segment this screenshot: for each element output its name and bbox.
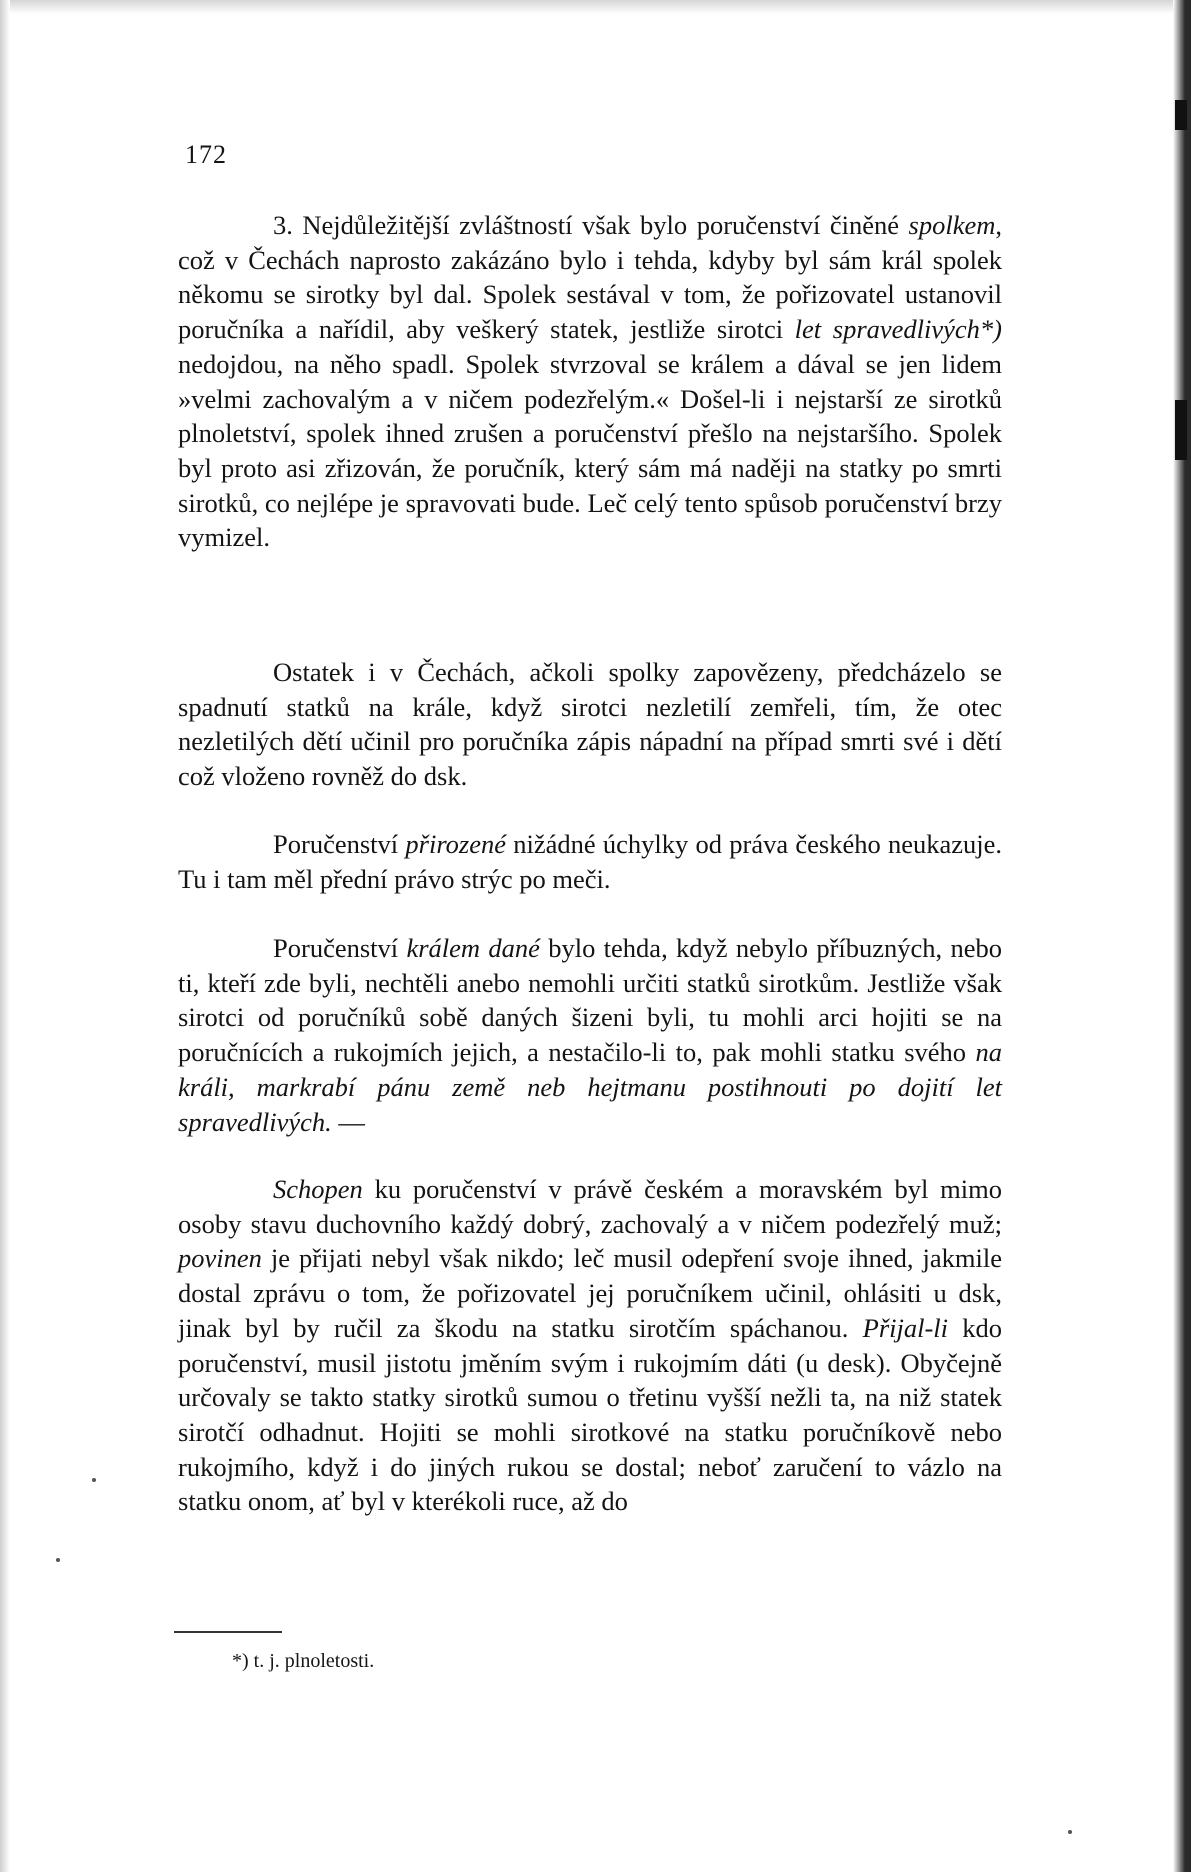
- paragraph: [178, 827, 1002, 896]
- italic-text: povinen: [178, 1243, 262, 1274]
- text-run: Poručenství: [273, 829, 406, 859]
- italic-text: Schopen: [273, 1174, 363, 1204]
- text-run: 3. Nejdůležitější zvláštností však bylo poručenství činěné: [273, 210, 909, 240]
- scan-mark: [1175, 400, 1187, 460]
- paragraph: [178, 208, 1002, 555]
- footnote: *) t. j. plnoletosti.: [232, 1650, 375, 1672]
- italic-text: králem dané: [406, 933, 540, 963]
- text-run: ku poručenství v právě českém a moravském byl mimo osoby stavu duchovního každý dobrý, zachovalý a v ničem podezřelý muž;: [178, 1174, 1002, 1239]
- paragraph: [178, 931, 1002, 1139]
- page-left-edge: [0, 0, 10, 1872]
- text-run: Ostatek i v Čechách, ačkoli spolky zapovězeny, předcházelo se spadnutí statků na krále, když sirotci nezletilí zemřeli, tím, že otec nezletilých dětí učinil pro poručníka zápis nápadní na případ smrti své i dětí což vloženo rovněž do dsk.: [178, 657, 1002, 792]
- page-top-edge: [0, 0, 1191, 14]
- scan-mark: [1175, 100, 1187, 130]
- text-run: bylo tehda, když nebylo příbuzných, nebo ti, kteří zde byli, nechtěli anebo nemohli určiti statků sirotkům. Jestliže však sirotci od poručníků sobě daných šizeni byli, tu mohli arci hojiti se na poručnících a rukojmích jejich, a nestačilo-li to, pak mohli statku svého: [178, 933, 1003, 1068]
- scan-speck: [56, 1558, 60, 1562]
- text-run: kdo poručenství, musil jistotu jměním svým i rukojmím dáti (u desk). Obyčejně určovaly se takto statky sirotků sumou o třetinu vyšší nežli ta, na niž statek sirotčí odhadnut. Hojiti se mohli sirotkové na statku poručníkově nebo rukojmího, když i do jiných rukou se dostal; neboť zaručení to vázlo na statku onom, ať byl v kterékoli ruce, až do: [178, 1312, 1003, 1517]
- italic-text: na králi, markrabí pánu země neb hejtmanu postihnouti po dojití let spravedlivých.: [178, 1037, 1002, 1137]
- italic-text: spolkem: [908, 210, 996, 240]
- scan-speck: [1068, 1830, 1072, 1834]
- page-right-edge: [1173, 0, 1191, 1872]
- paragraph: [178, 655, 1002, 794]
- text-run: —: [331, 1106, 365, 1137]
- italic-text: let spravedlivých*): [794, 314, 1002, 345]
- text-run: nižádné úchylky od práva českého neukazuje. Tu i tam měl přední právo strýc po meči.: [178, 829, 1003, 894]
- text-run: je přijati nebyl však nikdo; leč musil odepření svoje ihned, jakmile dostal zprávu o tom, že pořizovatel jej poručníkem učinil, ohlásiti u dsk, jinak byl by ručil za škodu na statku sirotčím spáchanou.: [178, 1243, 1002, 1343]
- text-run: nedojdou, na něho spadl. Spolek stvrzoval se králem a dával se jen lidem »velmi zachovalým a v ničem podezřelým.« Došel-li i nejstarší ze sirotků plnoletství, spolek ihned zrušen a poručenství přešlo na nejstaršího. Spolek byl proto asi zřizován, že poručník, který sám má naději na statky po smrti sirotků, co nejlépe je spravovati bude. Leč celý tento spůsob poručenství brzy vymizel.: [178, 348, 1002, 553]
- italic-text: Přijal-li: [862, 1312, 949, 1343]
- paragraph: [178, 1172, 1002, 1519]
- scan-speck: [92, 1478, 96, 1482]
- italic-text: přirozené: [405, 829, 506, 859]
- footnote-rule: [174, 1631, 282, 1633]
- page-number: 172: [185, 140, 227, 169]
- text-run: , což v Čechách naprosto zakázáno bylo i tehda, kdyby byl sám král spolek někomu se sirotky byl dal. Spolek sestával v tom, že pořizovatel ustanovil poručníka a nařídil, aby veškerý statek, jestliže sirotci: [178, 210, 1002, 345]
- text-run: Poručenství: [273, 933, 407, 963]
